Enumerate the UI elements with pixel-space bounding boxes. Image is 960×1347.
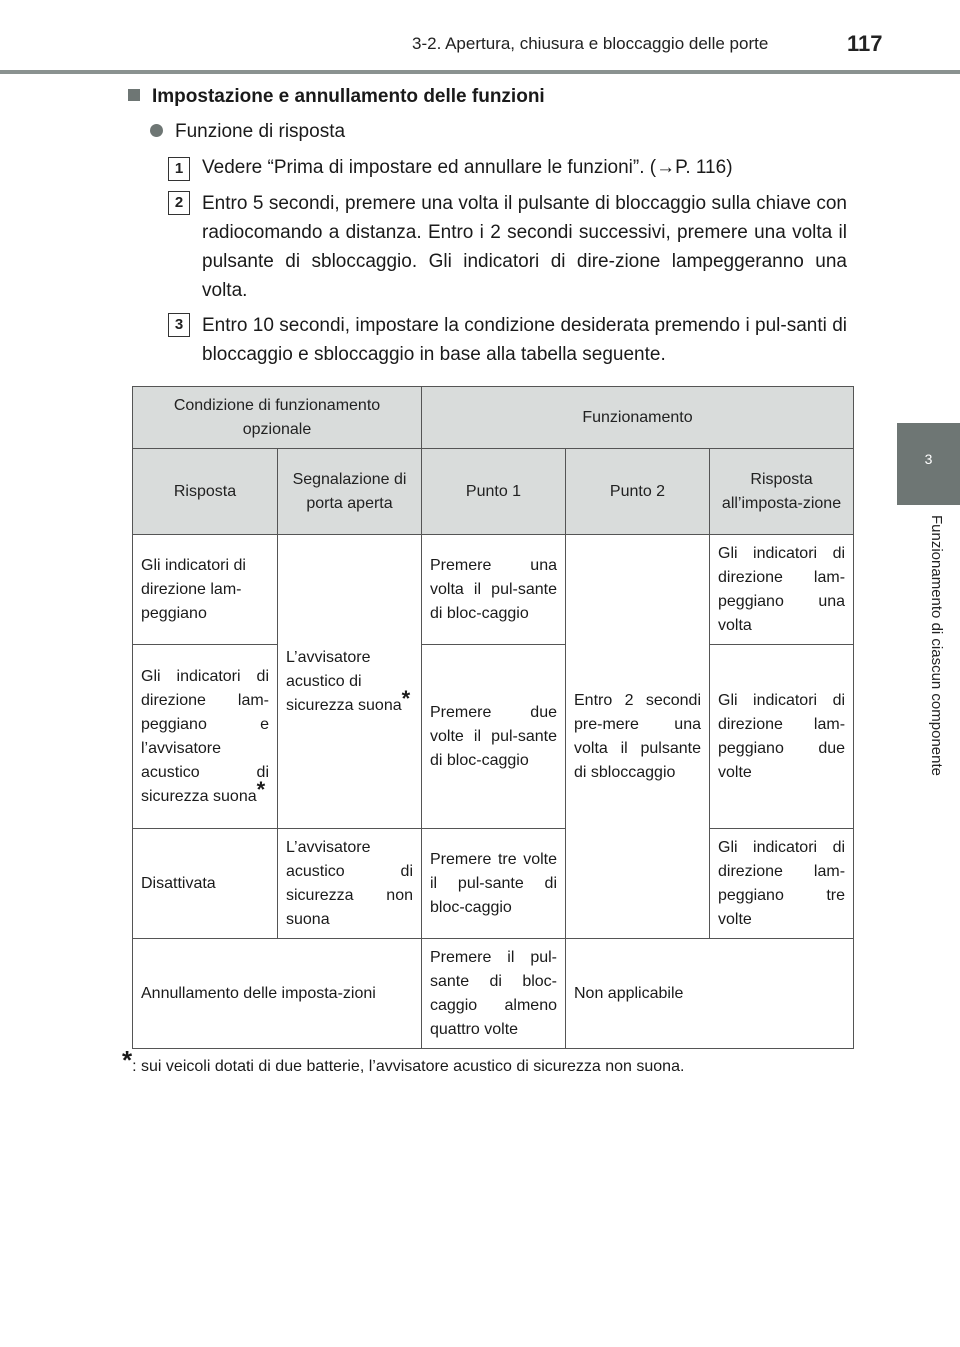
cell-punto-1: Premere una volta il pul-sante di bloc-caggio xyxy=(422,535,566,645)
sub-heading xyxy=(150,121,345,143)
header-operation: Funzionamento xyxy=(422,387,854,449)
col-risposta: Risposta xyxy=(133,449,278,535)
col-punto-1: Punto 1 xyxy=(422,449,566,535)
table-row xyxy=(133,645,854,829)
cell-segnalazione-text: L’avvisatore acustico di sicurezza suona xyxy=(286,648,402,714)
header-rule xyxy=(0,70,960,74)
chapter-number: 3 xyxy=(924,451,933,467)
asterisk-marker: * xyxy=(401,685,411,711)
cell-risposta xyxy=(133,645,278,829)
table-header-row xyxy=(133,387,854,449)
cell-esito: Gli indicatori di direzione lam-peggiano due volte xyxy=(710,645,854,829)
cell-segnalazione xyxy=(278,535,422,829)
section-heading-text: Impostazione e annullamento delle funzioni xyxy=(152,86,545,107)
cell-risposta: Gli indicatori di direzione lam-peggiano xyxy=(133,535,278,645)
cell-risposta: Disattivata xyxy=(133,829,278,939)
chapter-label: Funzionamento di ciascun componente xyxy=(928,515,945,776)
cell-annullamento: Annullamento delle imposta-zioni xyxy=(133,939,422,1049)
footnote xyxy=(122,1045,685,1076)
step-number-1: 1 xyxy=(168,157,190,181)
round-bullet-icon xyxy=(150,124,163,137)
section-heading xyxy=(128,86,545,108)
step-text-1: Vedere “Prima di impostare ed annullare le funzioni”. (→P. 116) xyxy=(202,157,733,178)
square-bullet-icon xyxy=(128,89,140,101)
step-number-2: 2 xyxy=(168,191,190,215)
cell-esito: Gli indicatori di direzione lam-peggiano una volta xyxy=(710,535,854,645)
options-table xyxy=(132,386,854,1049)
cell-punto-1: Premere due volte il pul-sante di bloc-caggio xyxy=(422,645,566,829)
header-title: 3-2. Apertura, chiusura e bloccaggio delle porte xyxy=(412,34,769,53)
step-number-3: 3 xyxy=(168,313,190,337)
cell-segnalazione: L’avvisatore acustico di sicurezza non suona xyxy=(278,829,422,939)
step-text-3: Entro 10 secondi, impostare la condizione desiderata premendo i pul-santi di bloccaggio e sbloccaggio in base alla tabella seguente. xyxy=(202,315,847,365)
step-text-2: Entro 5 secondi, premere una volta il pulsante di bloccaggio sulla chiave con radiocomando a distanza. Entro i 2 secondi successivi, premere una volta il pulsante di sbloccaggio. Gli indicatori di dire-zione lampeggeranno una volta. xyxy=(202,193,847,301)
footnote-asterisk: * xyxy=(122,1045,133,1075)
page-number: 117 xyxy=(847,31,883,56)
cell-punto-1: Premere tre volte il pul-sante di bloc-caggio xyxy=(422,829,566,939)
col-punto-2: Punto 2 xyxy=(566,449,710,535)
header-optional-condition: Condizione di funzionamento opzionale xyxy=(133,387,422,449)
table-row xyxy=(133,535,854,645)
chapter-label-wrap xyxy=(900,515,945,835)
table-row xyxy=(133,939,854,1049)
col-segnalazione: Segnalazione di porta aperta xyxy=(278,449,422,535)
cell-not-applicable: Non applicabile xyxy=(566,939,854,1049)
table-subheader-row xyxy=(133,449,854,535)
footnote-text: : sui veicoli dotati di due batterie, l’avvisatore acustico di sicurezza non suona. xyxy=(132,1058,685,1075)
cell-esito: Gli indicatori di direzione lam-peggiano tre volte xyxy=(710,829,854,939)
cell-risposta-text: Gli indicatori di direzione lam-peggiano e l’avvisatore acustico di sicurezza suona xyxy=(141,667,269,805)
asterisk-marker: * xyxy=(256,776,266,802)
table-row xyxy=(133,829,854,939)
col-esito: Risposta all’imposta-zione xyxy=(710,449,854,535)
cell-punto-1: Premere il pul-sante di bloc-caggio almeno quattro volte xyxy=(422,939,566,1049)
cell-punto-2: Entro 2 secondi pre-mere una volta il pulsante di sbloccaggio xyxy=(566,535,710,939)
sub-heading-text: Funzione di risposta xyxy=(175,121,346,142)
chapter-tab xyxy=(897,423,960,505)
